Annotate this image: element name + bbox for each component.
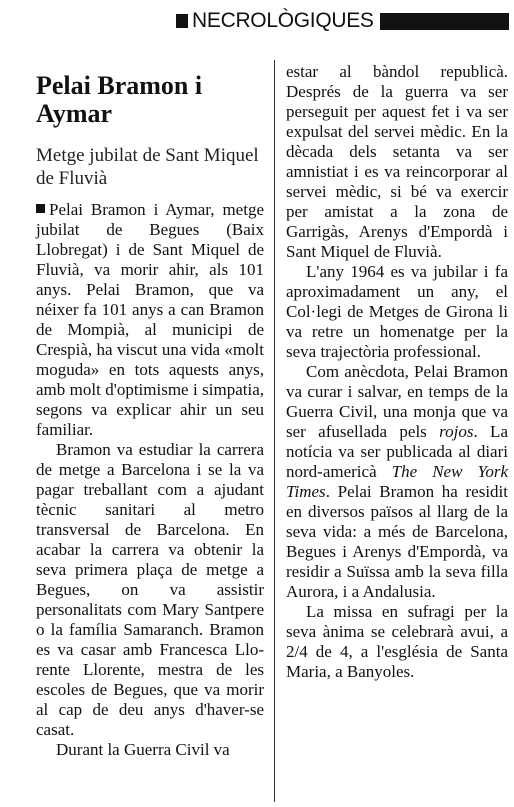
paragraph-mass: La missa en sufragi per la seva ànima se celebrarà avui, a 2/4 de 4, a l'església de Santa Maria, a Banyoles.	[286, 602, 508, 681]
bullet-square-icon	[36, 204, 45, 213]
article-subtitle: Metge jubilat de Sant Miquel de Fluvià	[36, 145, 259, 189]
anecdote-text-3: . Pelai Bramon ha residit en diversos països al llarg de la seva vida: a més de Barcelona, Begues i Arenys d'Empordà, va residir a Suïssa amb la seva filla Aurora, i a Andalusia.	[286, 482, 508, 601]
lead-paragraph	[36, 200, 264, 440]
paragraph-anecdote	[286, 362, 508, 602]
article-column-left	[36, 62, 264, 797]
paragraph-career: Bramon va estudiar la carrera de metge a Barcelona i se la va pagar treballant com a ajudant tècnic sanitari al metro transversal de Barcelona. En acabar la carrera va obtenir la seva primera plaça de metge a Begues, on va assistir personalitats com Mary Santpere o la família Samaranch. Bramon es va casar amb Francesca Llorente Llorente, mestra de les escoles de Begues, que va morir al cap de deu anys d'haver-se casat.	[36, 440, 264, 739]
article-title: Pelai Bramon i Aymar	[36, 71, 203, 128]
anecdote-text-2: . La notícia va ser publicada al diari nord-americà	[286, 422, 508, 481]
section-header	[176, 9, 509, 33]
column-divider	[274, 60, 275, 802]
article-column-right	[286, 62, 508, 797]
paragraph-civil-war: Durant la Guerra Civil va	[56, 740, 230, 759]
paragraph-civil-war-continued: estar al bàndol republicà. Després de la guerra va ser perseguit per aquest fet i va ser expulsat del servei mèdic. En la dècada dels setanta va ser amnistiat i es va reincorporar al servei mèdic, si bé va exercir per amistat a la zona de Garrigàs, Arenys d'Empordà i Sant Miquel de Fluvià.	[286, 62, 508, 261]
section-title: NECROLÒGIQUES	[192, 9, 374, 32]
paragraph-retirement: L'any 1964 es va jubilar i fa aproximadament un any, el Col·legi de Metges de Girona li va retre un homenatge per la seva trajectòria professional.	[286, 262, 508, 361]
lead-text: Pelai Bramon i Aymar, metge jubilat de Begues (Baix Llobregat) i de Sant Miquel de Fluvià, va morir ahir, als 101 anys. Pelai Bramon, que va néixer fa 101 anys a can Bramon de Mompià, al municipi de Crespià, ha viscut una vida «molt moguda» en tots aquests anys, amb molt d'optimisme i simpatia, segons va explicar ahir un seu familiar.	[36, 200, 264, 439]
anecdote-italic-rojos: rojos	[439, 422, 474, 441]
header-square-icon	[176, 14, 188, 28]
header-bar	[380, 13, 509, 30]
anecdote-italic-nyt: The New York Times	[286, 462, 508, 501]
anecdote-text-1: Com anècdota, Pelai Bramon va curar i salvar, en temps de la Guerra Civil, una monja que va ser afusellada pels	[286, 362, 508, 441]
